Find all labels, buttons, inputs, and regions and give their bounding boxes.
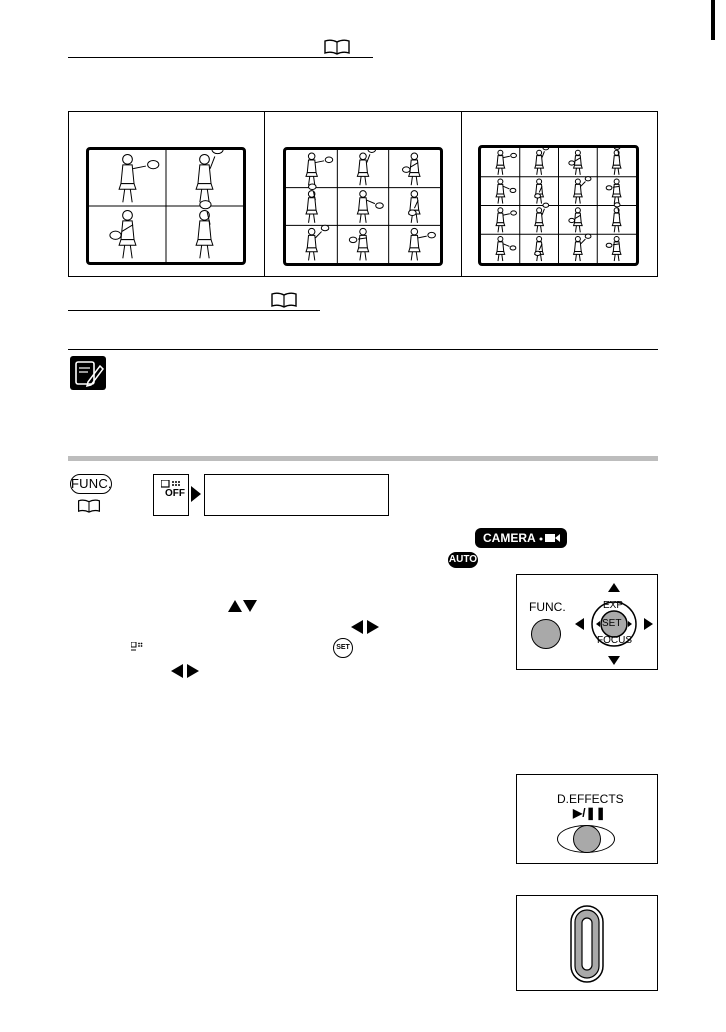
thumbnail	[496, 150, 516, 175]
thumbnail	[357, 191, 383, 223]
thumbnail	[196, 150, 223, 202]
thumbnail	[119, 154, 159, 202]
thumbnail	[535, 237, 544, 262]
thumbnail	[574, 177, 591, 204]
digital-effect-off-label: OFF	[165, 488, 185, 499]
thumbnail	[535, 179, 544, 204]
section-divider	[68, 456, 658, 461]
wheel-icon[interactable]	[567, 904, 607, 984]
thumbnail	[306, 153, 333, 185]
exp-label: EXP	[603, 600, 624, 611]
thumbnail	[606, 179, 621, 204]
left-right-arrows-icon	[170, 664, 200, 678]
camera-mode-badge	[475, 528, 567, 548]
thumbnail	[409, 228, 436, 260]
screen-16-images	[478, 145, 639, 266]
thumbnail	[496, 179, 516, 204]
digital-effect-small-icon	[131, 642, 143, 652]
thumbnail	[496, 208, 516, 233]
set-button-glyph: SET	[333, 638, 353, 658]
thumbnail-grid	[481, 148, 636, 263]
thumbnail	[569, 208, 582, 233]
func-button-label: FUNC.	[529, 600, 566, 614]
deffects-button[interactable]	[573, 825, 601, 853]
thumbnail	[612, 148, 621, 175]
set-label: SET	[602, 618, 622, 629]
book-icon	[269, 291, 299, 309]
memo-pencil-icon	[70, 356, 106, 390]
thumbnail	[110, 210, 136, 258]
thumbnail	[349, 228, 368, 260]
menu-setting-box	[204, 474, 389, 516]
thumbnail	[402, 153, 419, 185]
book-icon	[76, 498, 102, 514]
menu-arrow-icon	[191, 486, 201, 502]
thumbnail	[357, 150, 375, 185]
deffects-title: D.EFFECTS	[557, 792, 624, 806]
up-down-arrows-icon	[228, 599, 258, 613]
focus-label: FOCUS	[597, 635, 632, 646]
multi-image-cell-16	[462, 112, 657, 276]
camera-mode-label: CAMERA	[483, 531, 536, 545]
thumbnail	[606, 237, 621, 262]
left-right-arrows-icon	[350, 620, 380, 634]
thumbnail-grid	[286, 150, 440, 263]
multi-image-cell-9	[265, 112, 462, 276]
thumbnail-grid	[89, 150, 243, 262]
page-edge-tab	[711, 0, 715, 40]
note-rule	[68, 349, 658, 350]
thumbnail	[574, 234, 591, 261]
thumbnail	[569, 150, 582, 175]
auto-mode-badge: AUTO	[448, 552, 478, 568]
section-heading-rule-1	[68, 57, 373, 58]
multi-image-cell-4	[69, 112, 265, 276]
deffects-subtitle: ▶/❚❚	[573, 806, 606, 820]
section-heading-rule-2	[68, 310, 320, 311]
screen-4-images	[86, 147, 246, 265]
thumbnail	[196, 201, 213, 259]
func-button-glyph: FUNC.	[70, 474, 112, 494]
thumbnail	[409, 191, 420, 223]
func-button[interactable]	[531, 619, 561, 649]
thumbnail	[306, 184, 317, 223]
screen-9-images	[283, 147, 443, 266]
deffects-panel	[516, 774, 658, 864]
thumbnail	[535, 203, 549, 232]
wheel-panel	[516, 895, 658, 991]
digital-effect-menu-icon-box	[153, 474, 189, 516]
book-icon	[322, 38, 352, 56]
thumbnail	[496, 237, 516, 262]
func-joystick-panel	[516, 574, 658, 670]
camera-mode-icon	[539, 531, 561, 545]
thumbnail	[306, 225, 329, 260]
multi-image-screen-comparison	[68, 111, 658, 277]
thumbnail	[612, 203, 621, 233]
digital-effect-icon	[161, 480, 183, 488]
thumbnail	[535, 148, 549, 175]
